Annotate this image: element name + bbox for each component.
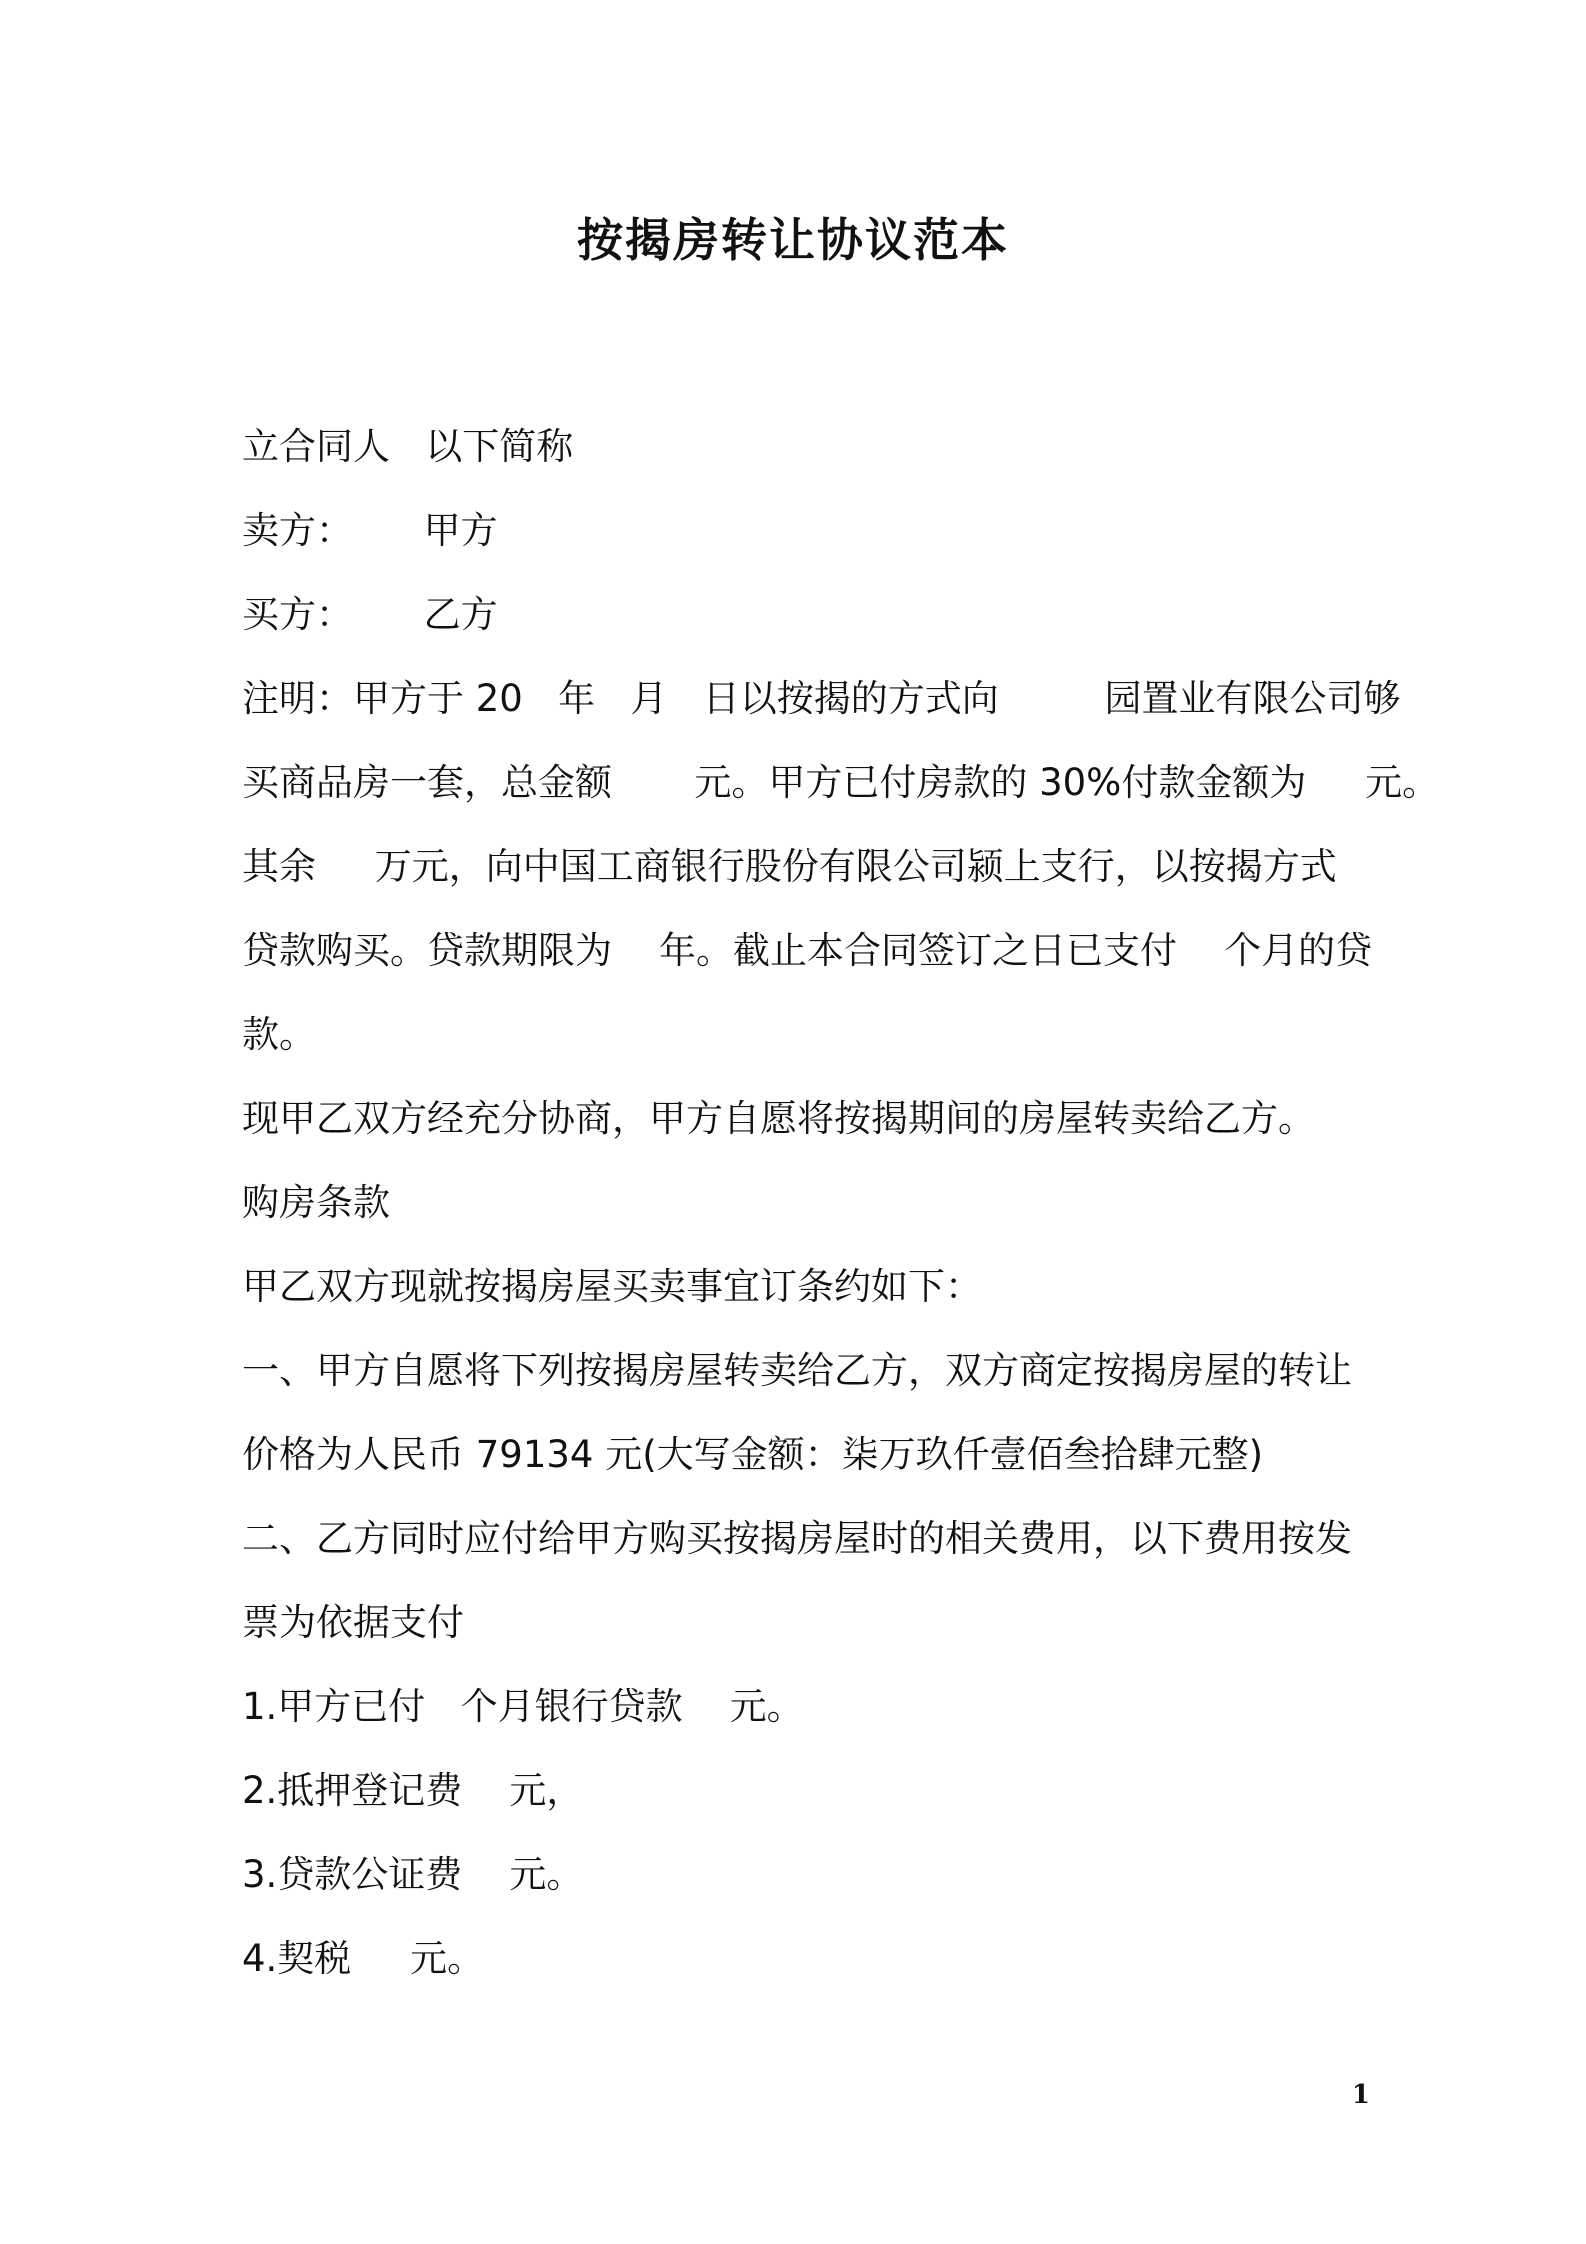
body-line: 现甲乙双方经充分协商，甲方自愿将按揭期间的房屋转卖给乙方。 [242, 1097, 1315, 1140]
body-line: 一、甲方自愿将下列按揭房屋转卖给乙方，双方商定按揭房屋的转让 [242, 1349, 1352, 1392]
body-line: 其余 万元，向中国工商银行股份有限公司颍上支行，以按揭方式 [242, 845, 1337, 888]
document-title: 按揭房转让协议范本 [577, 213, 1009, 267]
body-line: 1.甲方已付 个月银行贷款 元。 [242, 1685, 804, 1728]
body-line: 4.契税 元。 [242, 1937, 485, 1980]
body-line: 甲乙双方现就按揭房屋买卖事宜订条约如下： [242, 1265, 982, 1308]
body-line: 购房条款 [242, 1181, 390, 1224]
body-line: 票为依据支付 [242, 1601, 464, 1644]
body-line: 2.抵押登记费 元， [242, 1769, 584, 1812]
body-line: 3.贷款公证费 元。 [242, 1853, 584, 1896]
body-line: 买方： 乙方 [242, 593, 498, 636]
document-body [242, 405, 1440, 2001]
body-line: 买商品房一套，总金额 元。甲方已付房款的 30%付款金额为 元。 [242, 761, 1440, 804]
body-line: 卖方： 甲方 [242, 509, 498, 552]
body-line: 价格为人民币 79134 元(大写金额：柒万玖仟壹佰叁拾肆元整) [242, 1433, 1264, 1476]
page-number: 1 [1351, 2080, 1370, 2110]
body-line: 注明：甲方于 20 年 月 日以按揭的方式向 园置业有限公司够 [242, 677, 1401, 720]
body-line: 立合同人 以下简称 [242, 425, 574, 468]
body-line: 款。 [242, 1013, 316, 1056]
body-line: 贷款购买。贷款期限为 年。截止本合同签订之日已支付 个月的贷 [242, 929, 1373, 972]
body-line: 二、乙方同时应付给甲方购买按揭房屋时的相关费用，以下费用按发 [242, 1517, 1352, 1560]
